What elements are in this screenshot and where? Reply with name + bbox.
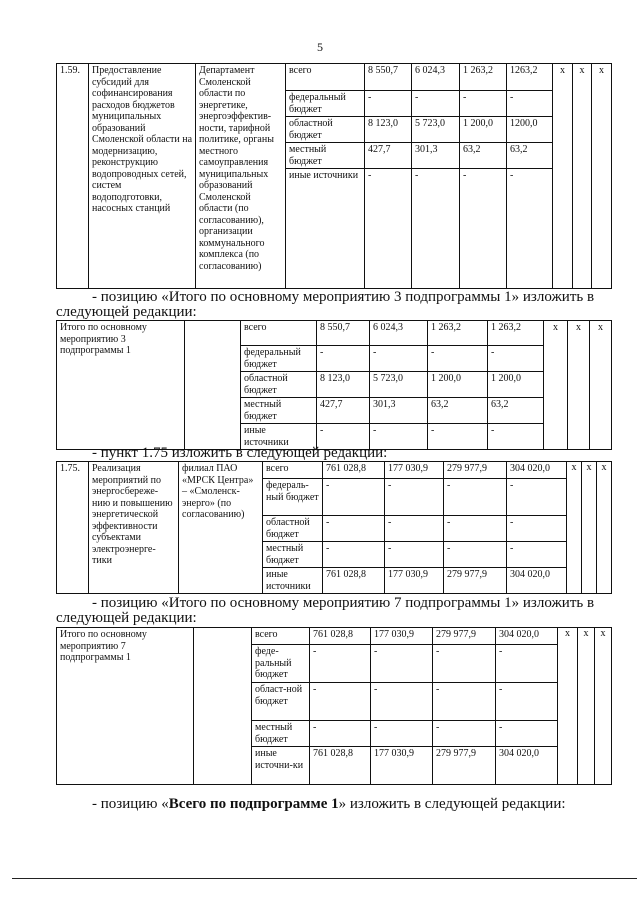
instruction-paragraph <box>92 797 566 812</box>
source-label: областной бюджет <box>263 516 323 542</box>
source-label: областной бюджет <box>286 117 365 143</box>
x-mark: x <box>544 321 568 450</box>
para-bold-phrase: Всего по подпрограмме 1 <box>168 796 339 812</box>
value-cell: - <box>385 479 444 516</box>
value-cell: 1 200,0 <box>488 372 544 398</box>
value-cell: 761 028,8 <box>323 568 385 594</box>
value-cell: - <box>371 683 433 721</box>
value-cell: - <box>507 479 567 516</box>
value-cell: 304 020,0 <box>496 628 558 645</box>
x-mark: x <box>578 628 595 785</box>
value-cell: 8 123,0 <box>317 372 370 398</box>
value-cell: - <box>365 91 412 117</box>
source-label: иные источни-ки <box>252 747 310 785</box>
value-cell: 279 977,9 <box>444 462 507 479</box>
table-item-1-59 <box>56 63 612 289</box>
table-total-measure-7 <box>56 627 612 785</box>
bottom-divider <box>12 878 637 879</box>
value-cell: 427,7 <box>317 398 370 424</box>
value-cell: - <box>317 346 370 372</box>
value-cell: 1263,2 <box>507 64 553 91</box>
table-row <box>57 462 612 479</box>
value-cell: - <box>428 346 488 372</box>
value-cell: - <box>444 516 507 542</box>
source-label: всего <box>286 64 365 91</box>
source-label: областной бюджет <box>241 372 317 398</box>
source-label: иные источники <box>263 568 323 594</box>
value-cell: - <box>496 645 558 683</box>
table-total-measure-3 <box>56 320 612 450</box>
value-cell: 63,2 <box>488 398 544 424</box>
value-cell: 6 024,3 <box>370 321 428 346</box>
source-label: местный бюджет <box>252 721 310 747</box>
x-mark: x <box>592 64 612 289</box>
value-cell: - <box>370 346 428 372</box>
instruction-paragraph: - позицию «Итого по основному мероприятию 7 подпрограммы 1» изложить в <box>92 595 595 611</box>
source-label: всего <box>241 321 317 346</box>
value-cell: 761 028,8 <box>310 747 371 785</box>
value-cell: - <box>433 645 496 683</box>
value-cell: - <box>310 683 371 721</box>
x-mark: x <box>582 462 597 594</box>
value-cell: - <box>323 479 385 516</box>
value-cell: - <box>371 645 433 683</box>
value-cell: 177 030,9 <box>385 462 444 479</box>
value-cell: - <box>460 91 507 117</box>
value-cell: - <box>507 91 553 117</box>
source-label: федеральный бюджет <box>241 346 317 372</box>
instruction-paragraph: - пункт 1.75 изложить в следующей редакции: <box>92 445 388 461</box>
value-cell: 761 028,8 <box>323 462 385 479</box>
table-row <box>57 64 612 91</box>
para-suffix: » изложить в следующей редакции: <box>338 796 566 812</box>
item-name: Реализация мероприятий по энергосбереже-нию и повышению энергетической эффективности субъектами электроэнерге-тики <box>89 462 179 594</box>
value-cell: 63,2 <box>507 143 553 169</box>
value-cell: - <box>365 169 412 289</box>
value-cell: 5 723,0 <box>412 117 460 143</box>
value-cell: 63,2 <box>460 143 507 169</box>
value-cell: 279 977,9 <box>433 747 496 785</box>
value-cell: 177 030,9 <box>371 747 433 785</box>
empty-cell <box>194 628 252 785</box>
x-mark: x <box>558 628 578 785</box>
value-cell: 301,3 <box>370 398 428 424</box>
value-cell: - <box>385 542 444 568</box>
page-number: 5 <box>317 40 323 54</box>
value-cell: - <box>370 424 428 450</box>
source-label: всего <box>252 628 310 645</box>
table-row <box>57 321 612 346</box>
value-cell: - <box>496 683 558 721</box>
value-cell: - <box>412 91 460 117</box>
value-cell: - <box>488 346 544 372</box>
value-cell: 63,2 <box>428 398 488 424</box>
value-cell: - <box>433 721 496 747</box>
total-name: Итого по основному мероприятию 3 подпрограммы 1 <box>57 321 185 450</box>
item-executor: Департамент Смоленской области по энергетике, энергоэффектив-ности, тарифной политике, органы местного самоуправления муниципальных образований Смоленской области (по согласованию), организации коммунального комплекса (по согласованию) <box>196 64 286 289</box>
item-name: Предоставление субсидий для софинансирования расходов бюджетов муниципальных образований Смоленской области на модернизацию, реконструкцию водопроводных сетей, систем водоподготовки, насосных станций <box>89 64 196 289</box>
source-label: федеральный бюджет <box>286 91 365 117</box>
value-cell: 761 028,8 <box>310 628 371 645</box>
source-label: местный бюджет <box>263 542 323 568</box>
value-cell: - <box>444 542 507 568</box>
x-mark: x <box>595 628 612 785</box>
value-cell: - <box>412 169 460 289</box>
instruction-paragraph: - позицию «Итого по основному мероприятию 3 подпрограммы 1» изложить в <box>92 289 595 305</box>
x-mark: x <box>590 321 612 450</box>
value-cell: - <box>507 516 567 542</box>
x-mark: x <box>568 321 590 450</box>
instruction-paragraph-cont: следующей редакции: <box>56 304 197 320</box>
source-label: местный бюджет <box>286 143 365 169</box>
table-row <box>57 628 612 645</box>
total-name: Итого по основному мероприятию 7 подпрограммы 1 <box>57 628 194 785</box>
source-label: феде-ральный бюджет <box>252 645 310 683</box>
value-cell: - <box>507 542 567 568</box>
value-cell: 301,3 <box>412 143 460 169</box>
value-cell: 279 977,9 <box>433 628 496 645</box>
instruction-paragraph-cont: следующей редакции: <box>56 610 197 626</box>
x-mark: x <box>553 64 573 289</box>
x-mark: x <box>573 64 592 289</box>
value-cell: - <box>444 479 507 516</box>
value-cell: - <box>385 516 444 542</box>
value-cell: 1 263,2 <box>460 64 507 91</box>
value-cell: 304 020,0 <box>496 747 558 785</box>
value-cell: 8 123,0 <box>365 117 412 143</box>
value-cell: - <box>433 683 496 721</box>
value-cell: 1 200,0 <box>428 372 488 398</box>
item-number: 1.75. <box>57 462 89 594</box>
value-cell: 1200,0 <box>507 117 553 143</box>
value-cell: 427,7 <box>365 143 412 169</box>
source-label: всего <box>263 462 323 479</box>
value-cell: - <box>488 424 544 450</box>
source-label: местный бюджет <box>241 398 317 424</box>
value-cell: 279 977,9 <box>444 568 507 594</box>
value-cell: 177 030,9 <box>385 568 444 594</box>
source-label: федераль-ный бюджет <box>263 479 323 516</box>
x-mark: x <box>567 462 582 594</box>
source-label: област-ной бюджет <box>252 683 310 721</box>
value-cell: 304 020,0 <box>507 462 567 479</box>
value-cell: 8 550,7 <box>365 64 412 91</box>
value-cell: 304 020,0 <box>507 568 567 594</box>
value-cell: - <box>507 169 553 289</box>
value-cell: - <box>428 424 488 450</box>
empty-cell <box>185 321 241 450</box>
value-cell: 1 263,2 <box>428 321 488 346</box>
item-number: 1.59. <box>57 64 89 289</box>
value-cell: - <box>323 542 385 568</box>
value-cell: 1 263,2 <box>488 321 544 346</box>
value-cell: - <box>460 169 507 289</box>
value-cell: 8 550,7 <box>317 321 370 346</box>
source-label: иные источники <box>286 169 365 289</box>
value-cell: - <box>371 721 433 747</box>
value-cell: - <box>310 645 371 683</box>
value-cell: 5 723,0 <box>370 372 428 398</box>
para-prefix: - позицию « <box>92 796 169 812</box>
value-cell: 1 200,0 <box>460 117 507 143</box>
source-label: иные источники <box>241 424 317 450</box>
value-cell: - <box>317 424 370 450</box>
table-item-1-75 <box>56 461 612 594</box>
value-cell: 177 030,9 <box>371 628 433 645</box>
value-cell: - <box>323 516 385 542</box>
item-executor: филиал ПАО «МРСК Центра» – «Смоленск-энерго» (по согласованию) <box>179 462 263 594</box>
value-cell: 6 024,3 <box>412 64 460 91</box>
x-mark: x <box>597 462 612 594</box>
value-cell: - <box>310 721 371 747</box>
value-cell: - <box>496 721 558 747</box>
